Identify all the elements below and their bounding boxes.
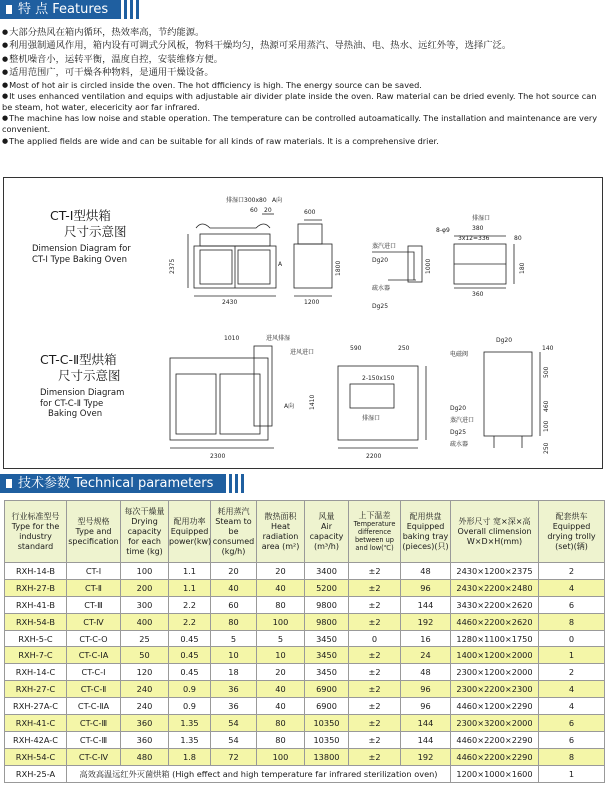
diagram2-title-cn-2: 尺寸示意图 xyxy=(58,368,121,383)
table-cell: 1 xyxy=(539,765,605,782)
table-cell: 0.45 xyxy=(169,647,211,664)
table-cell: 100 xyxy=(121,563,169,580)
features-title: 特 点 Features xyxy=(0,0,118,19)
table-cell: 192 xyxy=(401,748,451,765)
table-cell: 13800 xyxy=(305,748,349,765)
table-cell: 96 xyxy=(401,698,451,715)
table-cell: 16 xyxy=(401,630,451,647)
table-cell: 2.2 xyxy=(169,613,211,630)
table-cell: 300 xyxy=(121,596,169,613)
ct-c-2-label-dg20a: Dg20 xyxy=(496,337,513,344)
table-row xyxy=(5,681,605,698)
ct-c-2-label-2150: 2-150x150 xyxy=(362,375,395,382)
table-cell: RXH-25-A xyxy=(5,765,67,782)
ct1-label-2430: 2430 xyxy=(222,299,238,306)
table-cell: 8 xyxy=(539,613,605,630)
table-cell: 10350 xyxy=(305,731,349,748)
table-cell: 2 xyxy=(539,664,605,681)
ct-c-2-label-1010: 1010 xyxy=(224,335,240,342)
table-row xyxy=(5,731,605,748)
ct-c-2-label-140: 140 xyxy=(542,345,554,352)
table-row xyxy=(5,698,605,715)
table-cell: 0 xyxy=(349,630,401,647)
ct1-label-1800: 1800 xyxy=(335,260,342,276)
feature-en-3: ● The machine has low noise and stable operation. The temperature can be controlled autoamatically. The installation and maintenance are very convenient. xyxy=(2,113,604,135)
tech-title: 技术参数 Technical parameters xyxy=(0,474,223,493)
ct1-label-1200: 1200 xyxy=(304,299,320,306)
table-cell: 96 xyxy=(401,579,451,596)
table-cell: CT-C-ⅡA xyxy=(67,698,121,715)
table-cell: 200 xyxy=(121,579,169,596)
table-cell: 48 xyxy=(401,563,451,580)
table-cell: 4460×2200×2620 xyxy=(451,613,539,630)
ct1-label-600: 600 xyxy=(304,209,316,216)
spec-table-body xyxy=(5,563,605,783)
table-cell: CT-C-Ⅲ xyxy=(67,731,121,748)
table-cell: 80 xyxy=(257,715,305,732)
table-cell: 1.35 xyxy=(169,715,211,732)
table-cell: 0 xyxy=(539,630,605,647)
tech-header xyxy=(0,474,245,493)
table-cell: 5 xyxy=(257,630,305,647)
table-cell: 1280×1100×1750 xyxy=(451,630,539,647)
table-cell: ±2 xyxy=(349,715,401,732)
table-cell: 50 xyxy=(121,647,169,664)
table-cell: 80 xyxy=(211,613,257,630)
ct-c-2-label-100: 100 xyxy=(543,420,550,432)
table-cell: 36 xyxy=(211,681,257,698)
table-cell: CT-Ⅱ xyxy=(67,579,121,596)
table-row xyxy=(5,563,605,580)
ct1-label-dg20: Dg20 xyxy=(372,257,389,264)
table-cell: 2300×2200×2300 xyxy=(451,681,539,698)
ct1-label-3x12: 3x12=336 xyxy=(458,235,490,242)
table-cell: RXH-7-C xyxy=(5,647,67,664)
ct1-side-body xyxy=(294,244,332,288)
table-cell: RXH-14-B xyxy=(5,563,67,580)
table-cell: 2430×2200×2480 xyxy=(451,579,539,596)
table-cell: ±2 xyxy=(349,647,401,664)
table-cell: CT-C-Ⅰ xyxy=(67,664,121,681)
feature-cn-4: ● 适用范围广，可干燥各种物料，是通用干燥设备。 xyxy=(2,66,604,79)
ct-c-2-label-2300: 2300 xyxy=(210,453,226,460)
ct-c-2-label-elec-box: 电磁阀 xyxy=(450,351,469,358)
ct-c-2-label-drain: 疏水器 xyxy=(450,441,469,448)
table-row xyxy=(5,748,605,765)
ct1-label-2375: 2375 xyxy=(169,258,176,274)
table-cell: ±2 xyxy=(349,613,401,630)
header-cell: 风量 Air capacity (m³/h) xyxy=(305,501,349,563)
diagram1-title-cn-1: CT-Ⅰ型烘箱 xyxy=(50,208,111,223)
ct-c-2-label-dg25: Dg25 xyxy=(450,429,467,436)
dimension-diagrams xyxy=(3,177,603,469)
table-cell: 4 xyxy=(539,579,605,596)
table-cell: 1.1 xyxy=(169,563,211,580)
table-cell: CT-C-Ⅲ xyxy=(67,715,121,732)
table-cell: 72 xyxy=(211,748,257,765)
ct-c-2-label-a-dir: A向 xyxy=(284,403,295,410)
table-cell: ±2 xyxy=(349,579,401,596)
table-cell: CT-Ⅰ xyxy=(67,563,121,580)
ct1-label-360: 360 xyxy=(472,291,484,298)
ct-c-2-label-inlet-exhaust: 进风排湿 xyxy=(266,335,291,342)
ct1-label-60: 60 xyxy=(250,207,258,214)
diagram1-title-en-1: Dimension Diagram for xyxy=(32,244,131,254)
ct1-label-1000: 1000 xyxy=(425,258,432,274)
table-cell: 360 xyxy=(121,715,169,732)
table-row xyxy=(5,647,605,664)
ct-c-2-label-1410: 1410 xyxy=(309,394,316,410)
table-cell: 2430×1200×2375 xyxy=(451,563,539,580)
table-cell: 60 xyxy=(211,596,257,613)
table-cell: 96 xyxy=(401,681,451,698)
table-cell: 10350 xyxy=(305,715,349,732)
table-cell: 144 xyxy=(401,596,451,613)
table-cell: RXH-27-B xyxy=(5,579,67,596)
table-cell: RXH-41-B xyxy=(5,596,67,613)
table-cell: 360 xyxy=(121,731,169,748)
diagram2-title-en-3: Baking Oven xyxy=(48,409,103,419)
table-cell: 1400×1200×2000 xyxy=(451,647,539,664)
table-cell: 3450 xyxy=(305,630,349,647)
header-cell: 耗用蒸汽 Steam to be consumed (kg/h) xyxy=(211,501,257,563)
table-cell: RXH-54-B xyxy=(5,613,67,630)
diagram2-title-cn-1: CT-C-Ⅱ型烘箱 xyxy=(40,352,117,367)
table-row xyxy=(5,613,605,630)
table-cell: CT-C-O xyxy=(67,630,121,647)
ct-c-2-front-body xyxy=(170,358,268,440)
table-cell: 24 xyxy=(401,647,451,664)
table-cell: ±2 xyxy=(349,698,401,715)
ct1-label-20: 20 xyxy=(264,207,272,214)
table-cell: 6 xyxy=(539,731,605,748)
table-cell: 6900 xyxy=(305,698,349,715)
table-cell: RXH-27-C xyxy=(5,681,67,698)
table-cell: 6900 xyxy=(305,681,349,698)
ct1-label-a-mark: A xyxy=(278,261,283,268)
table-cell: 2 xyxy=(539,563,605,580)
table-cell: 5 xyxy=(211,630,257,647)
table-cell: 3450 xyxy=(305,647,349,664)
ct-c-2-label-exhaust-mouth: 排湿口 xyxy=(362,415,381,422)
ct1-label-180: 180 xyxy=(519,262,526,274)
feature-en-2: ● It uses enhanced ventilation and equips with adjustable air divider plate inside the oven. Raw material can be dried evenly. The hot source can be steam, hot water, elecericity aor far infrared. xyxy=(2,91,604,113)
table-cell: 6 xyxy=(539,596,605,613)
ct-c-2-label-air-in: 进风进口 xyxy=(290,349,315,356)
ct1-label-drain: 疏水器 xyxy=(372,285,391,292)
table-cell: 0.9 xyxy=(169,698,211,715)
feature-cn-2: ● 利用强制通风作用，箱内设有可调式分风板，物料干燥均匀，热源可采用蒸汽、导热油、电、热水、远红外等，选择广泛。 xyxy=(2,39,604,52)
table-cell: RXH-5-C xyxy=(5,630,67,647)
ct1-label-380: 380 xyxy=(472,225,484,232)
table-cell: 18 xyxy=(211,664,257,681)
table-row-last xyxy=(5,765,605,782)
features-header xyxy=(0,0,140,19)
table-cell: 100 xyxy=(257,613,305,630)
table-cell: 10 xyxy=(211,647,257,664)
ct-c-2-label-460: 460 xyxy=(543,400,550,412)
table-cell: ±2 xyxy=(349,563,401,580)
ct1-label-a-dir: A向 xyxy=(272,197,283,204)
table-cell: 10 xyxy=(257,647,305,664)
ct1-label-80: 80 xyxy=(514,235,522,242)
table-cell: RXH-42A-C xyxy=(5,731,67,748)
table-cell: 20 xyxy=(257,563,305,580)
table-cell: 480 xyxy=(121,748,169,765)
ct-c-2-label-500: 500 xyxy=(543,366,550,378)
table-cell: CT-C-Ⅳ xyxy=(67,748,121,765)
table-cell: CT-C-Ⅱ xyxy=(67,681,121,698)
table-cell: 36 xyxy=(211,698,257,715)
table-cell: 5200 xyxy=(305,579,349,596)
spec-table-header-row xyxy=(5,501,605,563)
table-cell: 2.2 xyxy=(169,596,211,613)
header-cell: 散热面积 Heat radiation area (m²) xyxy=(257,501,305,563)
ct-c-2-label-250: 250 xyxy=(398,345,410,352)
table-cell: 9800 xyxy=(305,613,349,630)
ct1-label-exhaust-right: 排湿口 xyxy=(472,215,491,222)
table-cell: 4 xyxy=(539,698,605,715)
table-cell: RXH-41-C xyxy=(5,715,67,732)
table-cell: RXH-54-C xyxy=(5,748,67,765)
table-cell: 1.35 xyxy=(169,731,211,748)
table-cell: RXH-27A-C xyxy=(5,698,67,715)
table-cell: 40 xyxy=(257,579,305,596)
feature-cn-3: ● 整机噪音小，运转平衡，温度自控，安装维修方便。 xyxy=(2,53,604,66)
table-cell: 4 xyxy=(539,681,605,698)
table-cell: 80 xyxy=(257,596,305,613)
table-cell: CT-Ⅲ xyxy=(67,596,121,613)
table-cell: 192 xyxy=(401,613,451,630)
ct1-label-steam-in: 蒸汽进口 xyxy=(372,243,397,250)
diagram1-title-en-2: CT-Ⅰ Type Baking Oven xyxy=(32,254,127,265)
table-row xyxy=(5,664,605,681)
table-cell: 400 xyxy=(121,613,169,630)
feature-en-4: ● The applied fields are wide and can be suitable for all kinds of raw materials. It is a comprehensive drier. xyxy=(2,136,604,147)
table-cell: 25 xyxy=(121,630,169,647)
ct-c-2-label-590: 590 xyxy=(350,345,362,352)
header-cell: 配用功率 Equipped power(kw) xyxy=(169,501,211,563)
table-cell: ±2 xyxy=(349,664,401,681)
table-cell: 100 xyxy=(257,748,305,765)
table-cell: 144 xyxy=(401,715,451,732)
table-cell: 1200×1000×1600 xyxy=(451,765,539,782)
header-cell: 每次干燥量 Drying capacity for each time (kg) xyxy=(121,501,169,563)
ct1-drawing xyxy=(154,184,594,314)
table-cell: ±2 xyxy=(349,748,401,765)
table-cell: 8 xyxy=(539,748,605,765)
table-cell: 20 xyxy=(257,664,305,681)
table-cell: 20 xyxy=(211,563,257,580)
feature-cn-1: ● 大部分热风在箱内循环，热效率高，节约能源。 xyxy=(2,26,604,39)
table-cell: 6 xyxy=(539,715,605,732)
table-cell: 0.45 xyxy=(169,630,211,647)
ct-c-2-label-2200: 2200 xyxy=(366,453,382,460)
table-cell: 40 xyxy=(257,698,305,715)
table-cell: 4460×2200×2290 xyxy=(451,731,539,748)
header-cell: 配用烘盘 Equipped baking tray (pieces)(只) xyxy=(401,501,451,563)
ct1-label-exhaust: 排湿口300x80 xyxy=(226,197,267,204)
header-cell: 上下温差 Temperature difference between up and low(℃) xyxy=(349,501,401,563)
table-row xyxy=(5,596,605,613)
table-cell: 0.45 xyxy=(169,664,211,681)
table-cell: RXH-14-C xyxy=(5,664,67,681)
table-cell: 54 xyxy=(211,731,257,748)
ct-c-2-label-250b: 250 xyxy=(543,442,550,454)
table-cell: 0.9 xyxy=(169,681,211,698)
features-list xyxy=(2,26,604,147)
table-row xyxy=(5,630,605,647)
diagram1-title-cn-2: 尺寸示意图 xyxy=(64,224,127,239)
table-cell: CT-Ⅳ xyxy=(67,613,121,630)
table-cell: ±2 xyxy=(349,596,401,613)
table-cell: 54 xyxy=(211,715,257,732)
table-cell: 9800 xyxy=(305,596,349,613)
table-cell-description: 高效高温远红外灭菌烘箱 (High effect and high temperature far infrared sterilization oven) xyxy=(67,765,451,782)
table-cell: ±2 xyxy=(349,731,401,748)
table-cell: 2300×1200×2000 xyxy=(451,664,539,681)
ct1-label-dg25: Dg25 xyxy=(372,303,389,310)
table-cell: 240 xyxy=(121,698,169,715)
header-cell: 行业标准型号 Type for the industry standard xyxy=(5,501,67,563)
table-cell: 1 xyxy=(539,647,605,664)
table-cell: 1.1 xyxy=(169,579,211,596)
table-cell: 40 xyxy=(211,579,257,596)
diagram1-caption xyxy=(32,208,131,265)
header-stripe-decoration xyxy=(118,0,140,19)
ct-c-2-label-steam-in: 蒸汽进口 xyxy=(450,417,475,424)
table-cell: 3400 xyxy=(305,563,349,580)
ct-c-2-label-dg20b: Dg20 xyxy=(450,405,467,412)
table-cell: 4460×2200×2290 xyxy=(451,748,539,765)
table-row xyxy=(5,715,605,732)
table-cell: CT-C-ⅠA xyxy=(67,647,121,664)
table-cell: 1.8 xyxy=(169,748,211,765)
header-cell: 配套烘车 Equipped drying trolly (set)(辆) xyxy=(539,501,605,563)
diagram2-title-en-2: for CT-C-Ⅱ Type xyxy=(40,398,104,409)
header-cell: 外形尺寸 宽×深×高 Overall climension W×D×H(mm) xyxy=(451,501,539,563)
feature-en-1: ● Most of hot air is circled inside the oven. The hot dfficiency is high. The energy source can be saved. xyxy=(2,80,604,91)
header-stripe-decoration xyxy=(223,474,245,493)
table-row xyxy=(5,579,605,596)
table-cell: 4460×1200×2290 xyxy=(451,698,539,715)
ct1-front-top xyxy=(200,234,270,246)
table-cell: 120 xyxy=(121,664,169,681)
table-cell: 3450 xyxy=(305,664,349,681)
table-cell: 2300×3200×2000 xyxy=(451,715,539,732)
table-cell: 144 xyxy=(401,731,451,748)
ct1-label-hole: 8-φ9 xyxy=(436,227,450,234)
ct-c-2-end-body xyxy=(484,352,532,436)
table-cell: 80 xyxy=(257,731,305,748)
table-cell: 3430×2200×2620 xyxy=(451,596,539,613)
spec-table xyxy=(4,500,605,783)
ct-c-2-drawing xyxy=(154,328,594,466)
table-cell: 48 xyxy=(401,664,451,681)
header-cell: 型号规格 Type and specification xyxy=(67,501,121,563)
diagram2-caption xyxy=(40,352,124,420)
table-cell: 40 xyxy=(257,681,305,698)
table-cell: 240 xyxy=(121,681,169,698)
diagram2-title-en-1: Dimension Diagram xyxy=(40,388,125,398)
table-cell: ±2 xyxy=(349,681,401,698)
